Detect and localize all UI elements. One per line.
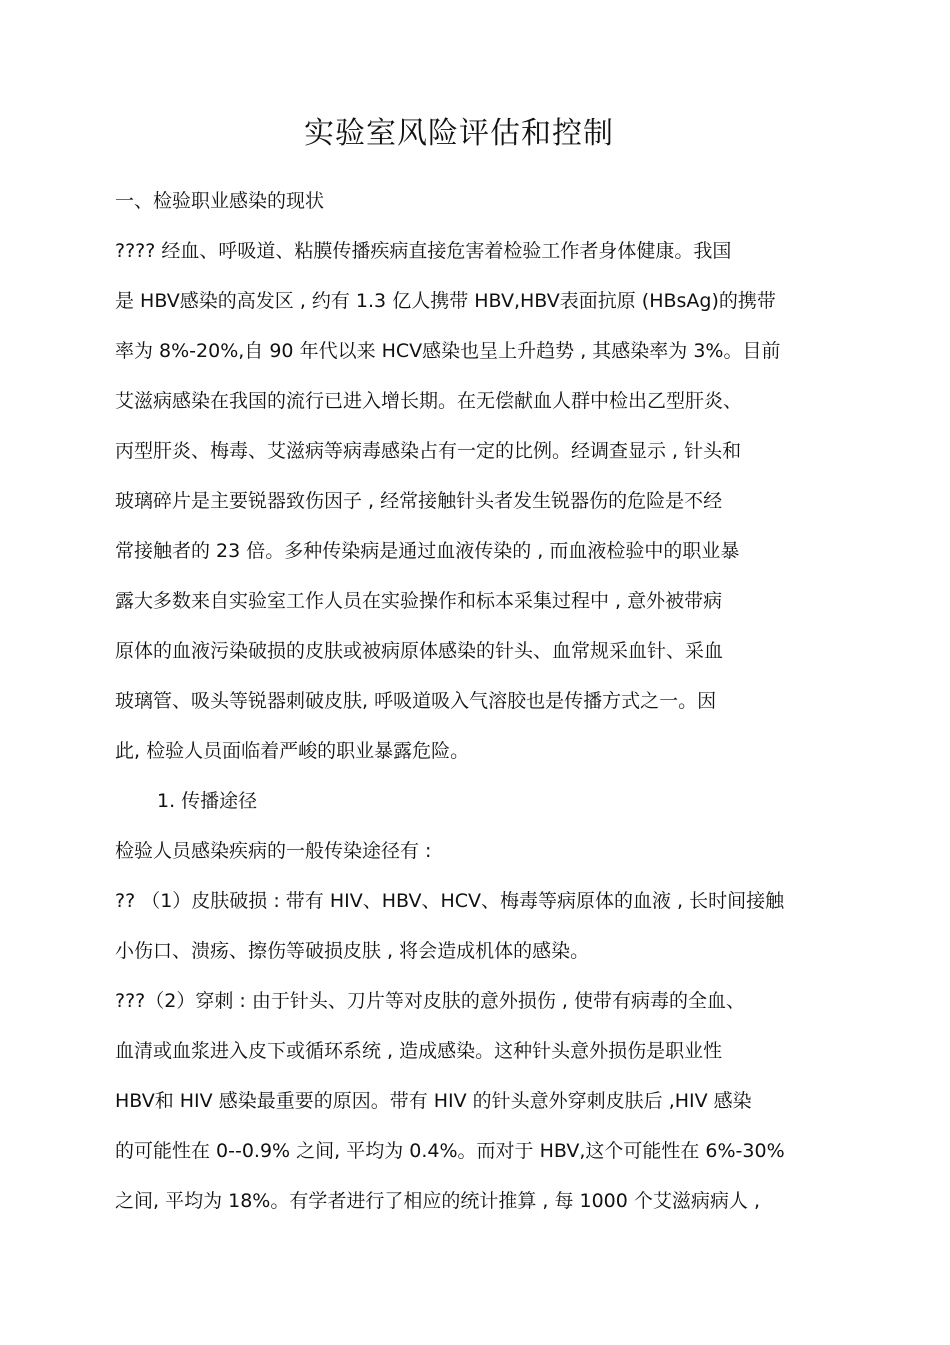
paragraph-line: 率为 8%-20%,自 90 年代以来 HCV感染也呈上升趋势 , 其感染率为 3%。目前	[115, 340, 781, 362]
paragraph-line: ???? 经血、呼吸道、粘膜传播疾病直接危害着检验工作者身体健康。我国	[115, 240, 732, 262]
paragraph-line: 此, 检验人员面临着严峻的职业暴露危险。	[115, 740, 470, 762]
paragraph-line: 丙型肝炎、梅毒、艾滋病等病毒感染占有一定的比例。经调查显示 , 针头和	[115, 440, 742, 462]
document-title: 实验室风险评估和控制	[304, 116, 614, 151]
paragraph-line: 艾滋病感染在我国的流行已进入增长期。在无偿献血人群中检出乙型肝炎、	[115, 390, 743, 412]
paragraph-line: ???（2）穿刺 : 由于针头、刀片等对皮肤的意外损伤 , 使带有病毒的全血、	[115, 990, 745, 1012]
paragraph-line: 露大多数来自实验室工作人员在实验操作和标本采集过程中 , 意外被带病	[115, 590, 723, 612]
paragraph-line: 的可能性在 0--0.9% 之间, 平均为 0.4%。而对于 HBV,这个可能性在 6%-30%	[115, 1140, 785, 1162]
paragraph-line: 常接触者的 23 倍。多种传染病是通过血液传染的 , 而血液检验中的职业暴	[115, 540, 740, 562]
paragraph-line: 玻璃碎片是主要锐器致伤因子 , 经常接触针头者发生锐器伤的危险是不经	[115, 490, 723, 512]
paragraph-line: 玻璃管、吸头等锐器刺破皮肤, 呼吸道吸入气溶胶也是传播方式之一。因	[115, 690, 717, 712]
paragraph-line: HBV和 HIV 感染最重要的原因。带有 HIV 的针头意外穿刺皮肤后 ,HIV 感染	[115, 1090, 752, 1112]
subsection-heading: 1. 传播途径	[157, 790, 258, 812]
paragraph-line: ?? （1）皮肤破损 : 带有 HIV、HBV、HCV、梅毒等病原体的血液 , 长时间接触	[115, 890, 785, 912]
paragraph-line: 是 HBV感染的高发区 , 约有 1.3 亿人携带 HBV,HBV表面抗原 (HBsAg)的携带	[115, 290, 776, 312]
paragraph-line: 原体的血液污染破损的皮肤或被病原体感染的针头、血常规采血针、采血	[115, 640, 724, 662]
paragraph-line: 之间, 平均为 18%。有学者进行了相应的统计推算 , 每 1000 个艾滋病病人 ,	[115, 1190, 760, 1212]
paragraph-line: 血清或血浆进入皮下或循环系统 , 造成感染。这种针头意外损伤是职业性	[115, 1040, 723, 1062]
document-body	[115, 187, 850, 1237]
paragraph-line: 检验人员感染疾病的一般传染途径有 :	[115, 840, 432, 862]
section-heading: 一、检验职业感染的现状	[115, 190, 325, 212]
paragraph-line: 小伤口、溃疡、擦伤等破损皮肤 , 将会造成机体的感染。	[115, 940, 590, 962]
